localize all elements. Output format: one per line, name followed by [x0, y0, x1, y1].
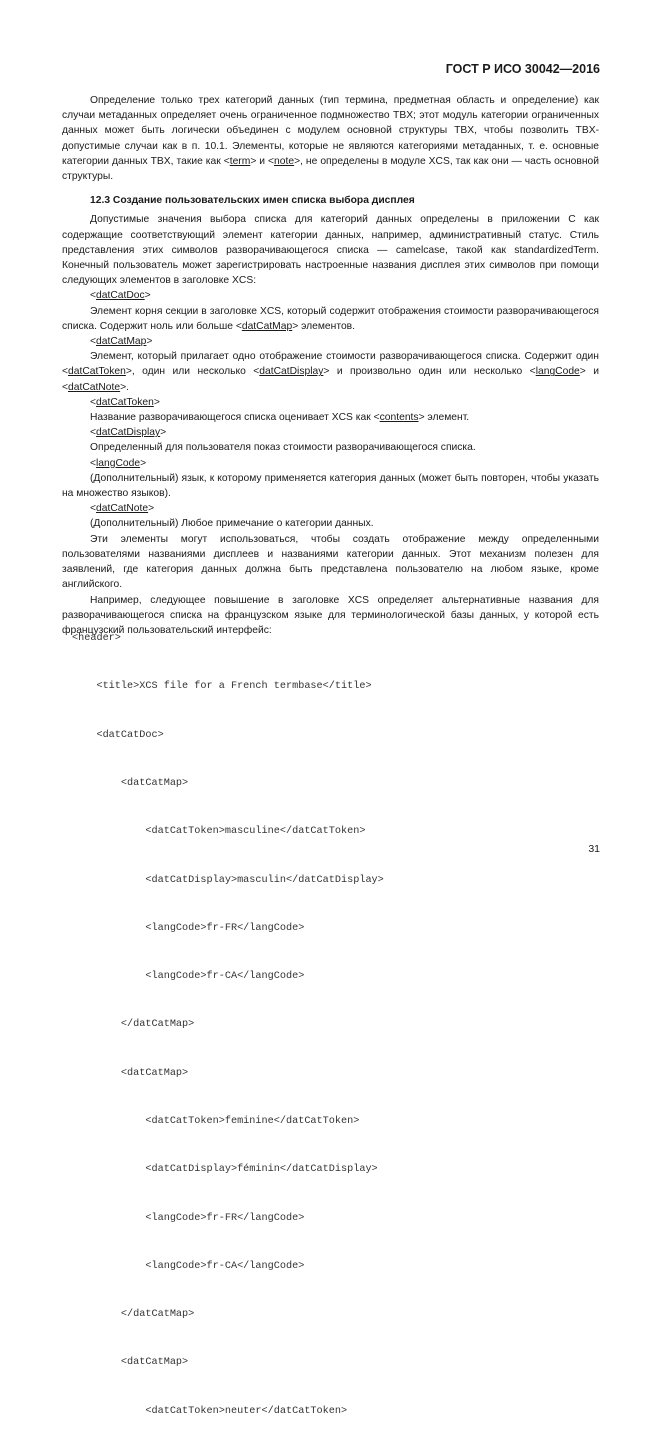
element-name-datcatdisplay: <datCatDisplay>	[90, 427, 167, 439]
code-line: <datCatDisplay>féminin</datCatDisplay>	[72, 1164, 378, 1176]
code-line: </datCatMap>	[72, 1309, 195, 1321]
element-name-langcode: <langCode>	[90, 457, 147, 469]
element-desc-datcatdisplay: Определенный для пользователя показ стоимости разворачивающегося списка.	[90, 442, 476, 454]
element-desc-datcattoken: Название разворачивающегося списка оценивает XCS как <contents> элемент.	[90, 412, 470, 424]
element-desc-datcatmap: Элемент, который прилагает одно отображение стоимости разворачивающегося списка. Содержит один <datCatToken>, один или несколько <datCatDisplay> и произвольно один или несколько <langCode> и <datCatNote>.	[62, 351, 599, 393]
code-line: <datCatMap>	[72, 1357, 189, 1369]
page-body	[62, 93, 599, 638]
code-line: <datCatToken>neuter</datCatToken>	[72, 1405, 348, 1417]
code-line: <header>	[72, 633, 121, 645]
element-desc-datcatdoc: Элемент корня секции в заголовке XCS, который содержит отображения стоимости разворачивающегося списка. Содержит ноль или больше <datCatMap> элементов.	[62, 305, 599, 332]
code-line: <datCatMap>	[72, 778, 189, 790]
note-ref: note	[274, 155, 295, 167]
code-line: <langCode>fr-CA</langCode>	[72, 971, 305, 983]
element-name-datcatmap: <datCatMap>	[90, 336, 153, 348]
code-line: <datCatDisplay>masculin</datCatDisplay>	[72, 874, 384, 886]
code-line: <datCatToken>masculine</datCatToken>	[72, 826, 366, 838]
code-line: <title>XCS file for a French termbase</title>	[72, 681, 372, 693]
closing-paragraph-2: Например, следующее повышение в заголовке XCS определяет альтернативные названия для разворачивающегося списка на французском языке для терминологической базы данных, у которой есть французский пользовательский интерфейс:	[62, 594, 599, 636]
term-ref: term	[229, 155, 251, 167]
element-name-datcatnote: <datCatNote>	[90, 503, 155, 515]
closing-paragraph-1: Эти элементы могут использоваться, чтобы создать отображение между определенными пользователями названиями дисплеев и названиями категории данных. Этот механизм полезен для заявлений, где категория данных должна быть представлена пользователю на любом языке, кроме английского.	[62, 533, 599, 591]
code-line: <langCode>fr-FR</langCode>	[72, 1212, 305, 1224]
code-line: <datCatToken>feminine</datCatToken>	[72, 1116, 360, 1127]
element-desc-datcatnote: (Дополнительный) Любое примечание о категории данных.	[90, 518, 374, 530]
page-number: 31	[588, 843, 600, 855]
section-paragraph: Допустимые значения выбора списка для категорий данных определены в приложении C как содержащие соответствующий элемент категории данных, например, административный статус. Стиль представления этих символов разворачивающегося списка — camelcase, такой как standardizedTerm. Конечный пользователь может зарегистрировать настроенные названия дисплея этих символов при помощи следующих элементов в заголовке XCS:	[62, 214, 599, 287]
code-line: <datCatDoc>	[72, 729, 164, 741]
element-name-datcattoken: <datCatToken>	[90, 396, 160, 408]
code-line: <langCode>fr-FR</langCode>	[72, 922, 305, 934]
element-name-datcatdoc: <datCatDoc>	[90, 290, 151, 302]
intro-paragraph: Определение только трех категорий данных (тип термина, предметная область и определение) как случаи метаданных определяет очень ограниченное подмножество TBX; этот модуль категории ограниченных данных может быть логически объединен с модулем основной структуры TBX, чтобы позволить TBX-допустимые случаи как в п. 10.1. Элементы, которые не являются категориями метаданных, т. е. основные категории данных TBX, такие как <term> и <note>, не определены в модуле XCS, так как они — часть основной структуры.	[62, 95, 600, 183]
element-desc-langcode: (Дополнительный) язык, к которому применяется категория данных (может быть повторен, чтобы указать на множество языков).	[62, 472, 599, 500]
xml-code-block	[72, 599, 384, 1436]
section-title: 12.3 Создание пользовательских имен списка выбора дисплея	[90, 195, 415, 207]
code-line: <langCode>fr-CA</langCode>	[72, 1260, 305, 1272]
code-line: <datCatMap>	[72, 1067, 189, 1079]
code-line: </datCatMap>	[72, 1019, 195, 1031]
document-code: ГОСТ Р ИСО 30042—2016	[445, 62, 600, 76]
